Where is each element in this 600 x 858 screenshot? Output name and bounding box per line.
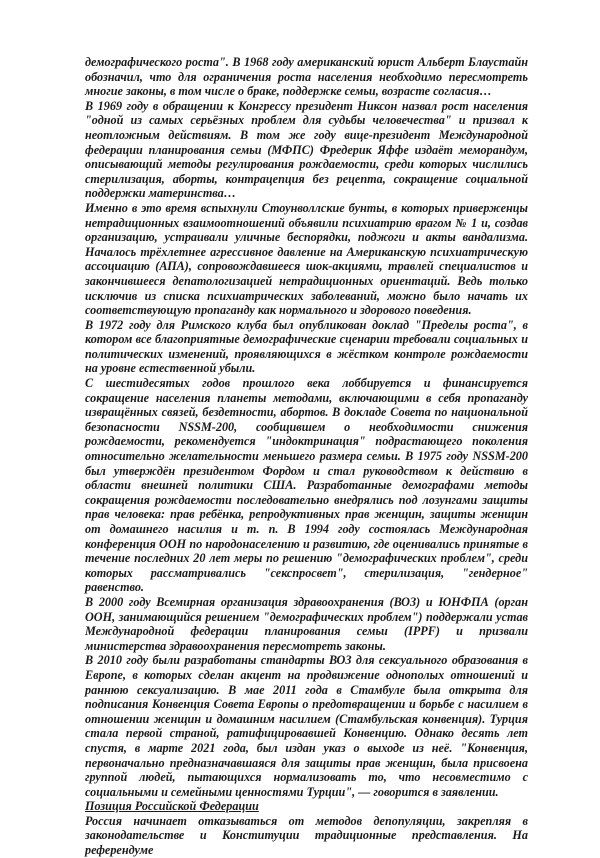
- section-heading: Позиция Российской Федерации: [85, 799, 259, 814]
- document-page: [85, 55, 528, 858]
- paragraph-nssm-200: С шестидесятых годов прошлого века лоббируется и финансируется сокращение населения планеты методами, включающими в себя пропаганду извращённых связей, бездетности, абортов. В докладе Совета по национальной безопасности NSSM-200, сообщившем о необходимости снижения рождаемости, рекомендуется "индоктринация" подрастающего поколения относительно желательности меньшего размера семьи. В 1975 году NSSM-200 был утверждён президентом Фордом и стал руководством к действию в области внешней политики США. Разработанные демографами методы сокращения рождаемости последовательно внедрялись под лозунгами защиты прав человека: прав ребёнка, репродуктивных прав женщин, защиты женщин от домашнего насилия и т. п. В 1994 году состоялась Международная конференция ООН по народонаселению и развитию, где оценивались принятые в течение последних 20 лет меры по решению "демографических проблем", среди которых рассматривались "секспросвет", стерилизация, "гендерное" равенство.: [85, 376, 528, 595]
- paragraph-nixon-1969: В 1969 году в обращении к Конгрессу президент Никсон назвал рост населения "одной из самых серьёзных проблем для судьбы человечества" и призвал к неотложным действиям. В том же году вице-президент Международной федерации планирования семьи (МФПС) Фредерик Яффе издаёт меморандум, описывающий методы регулирования рождаемости, среди которых числились стерилизация, аборты, контрацепция без рецепта, сокращение социальной поддержки материнства…: [85, 98, 528, 201]
- paragraph-russia: Россия начинает отказываться от методов депопуляции, закрепляя в законодательстве и Конституции традиционные представления. На референдуме: [85, 813, 528, 858]
- paragraph-istanbul-convention: В 2010 году были разработаны стандарты ВОЗ для сексуального образования в Европе, в которых сделан акцент на продвижение однополых отношений и раннюю сексуализацию. В мае 2011 года в Стамбуле была открыта для подписания Конвенция Совета Европы о предотвращении и борьбе с насилием в отношении женщин и домашним насилием (Стамбульская конвенция). Турция стала первой страной, ратифицировавшей Конвенцию. Однако десять лет спустя, в марте 2021 года, был издан указ о выходе из неё. "Конвенция, первоначально предназначавшаяся для защиты прав женщин, была присвоена группой людей, пытающихся нормализовать то, что несовместимо с социальными и семейными ценностями Турции", — говорится в заявлении.: [85, 653, 528, 799]
- paragraph-club-of-rome: В 1972 году для Римского клуба был опубликован доклад "Пределы роста", в котором все благоприятные демографические сценарии требовали социальных и политических изменений, проявляющихся в жёстком контроле рождаемости на уровне естественной убыли.: [85, 317, 528, 376]
- paragraph-who-2000: В 2000 году Всемирная организация здравоохранения (ВОЗ) и ЮНФПА (орган ООН, занимающийся решением "демографических проблем") поддержали устав Международной федерации планирования семьи (IPPF) и призвали министерства здравоохранения пересмотреть законы.: [85, 594, 528, 653]
- paragraph-demographic-growth: демографического роста". В 1968 году американский юрист Альберт Блаустайн обозначил, что для ограничения роста населения необходимо пересмотреть многие законы, в том числе о браке, поддержке семьи, возрасте согласия…: [85, 55, 528, 99]
- paragraph-stonewall: Именно в это время вспыхнули Стоунволлские бунты, в которых приверженцы нетрадиционных взаимоотношений объявили психиатрию врагом № 1 и, создав организацию, устраивали уличные беспорядки, поджоги и акты вандализма. Началось трёхлетнее агрессивное давление на Американскую психиатрическую ассоциацию (АПА), сопровождавшееся шок-акциями, травлей специалистов и закончившееся депатологизацией нетрадиционных ориентаций. Ведь только исключив из списка психиатрических заболеваний, можно было начать их соответствующую пропаганду как нормального и здорового поведения.: [85, 200, 528, 318]
